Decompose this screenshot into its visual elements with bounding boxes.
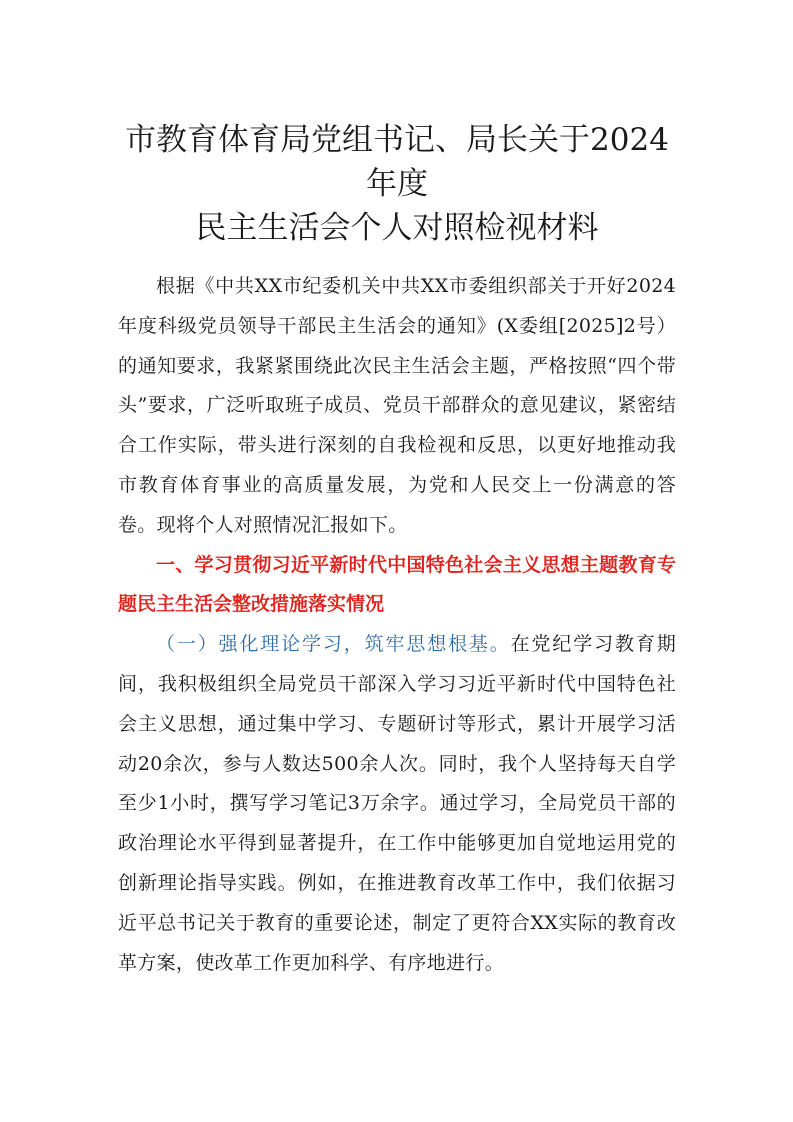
section-1-heading: 一、学习贯彻习近平新时代中国特色社会主义思想主题教育专题民主生活会整改措施落实情况 bbox=[118, 553, 676, 616]
intro-paragraph: 根据《中共XX市纪委机关中共XX市委组织部关于开好2024年度科级党员领导干部民主生活会的通知》(X委组[2025]2号）的通知要求，我紧紧围绕此次民主生活会主题，严格按照“四个带头”要求，广泛听取班子成员、党员干部群众的意见建议，紧密结合工作实际，带头进行深刻的自我检视和反思，以更好地推动我市教育体育事业的高质量发展，为党和人民交上一份满意的答卷。现将个人对照情况汇报如下。 bbox=[118, 275, 676, 536]
title-line-2: 民主生活会个人对照检视材料 bbox=[195, 210, 599, 246]
subsection-1-body: 在党纪学习教育期间，我积极组织全局党员干部深入学习习近平新时代中国特色社会主义思想，通过集中学习、专题研讨等形式，累计开展学习活动20余次，参与人数达500余人次。同时，我个人坚持每天自学至少1小时，撰写学习笔记3万余字。通过学习，全局党员干部的政治理论水平得到显著提升，在工作中能够更加自觉地运用党的创新理论指导实践。例如，在推进教育改革工作中，我们依据习近平总书记关于教育的重要论述，制定了更符合XX实际的教育改革方案，使改革工作更加科学、有序地进行。 bbox=[118, 633, 676, 974]
subsection-1-heading: （一）强化理论学习，筑牢思想根基。 bbox=[156, 633, 511, 656]
title-line-1: 市教育体育局党组书记、局长关于2024年度 bbox=[125, 122, 669, 202]
subsection-1-paragraph bbox=[118, 625, 676, 983]
document-title bbox=[118, 118, 676, 250]
document-page bbox=[118, 118, 676, 983]
